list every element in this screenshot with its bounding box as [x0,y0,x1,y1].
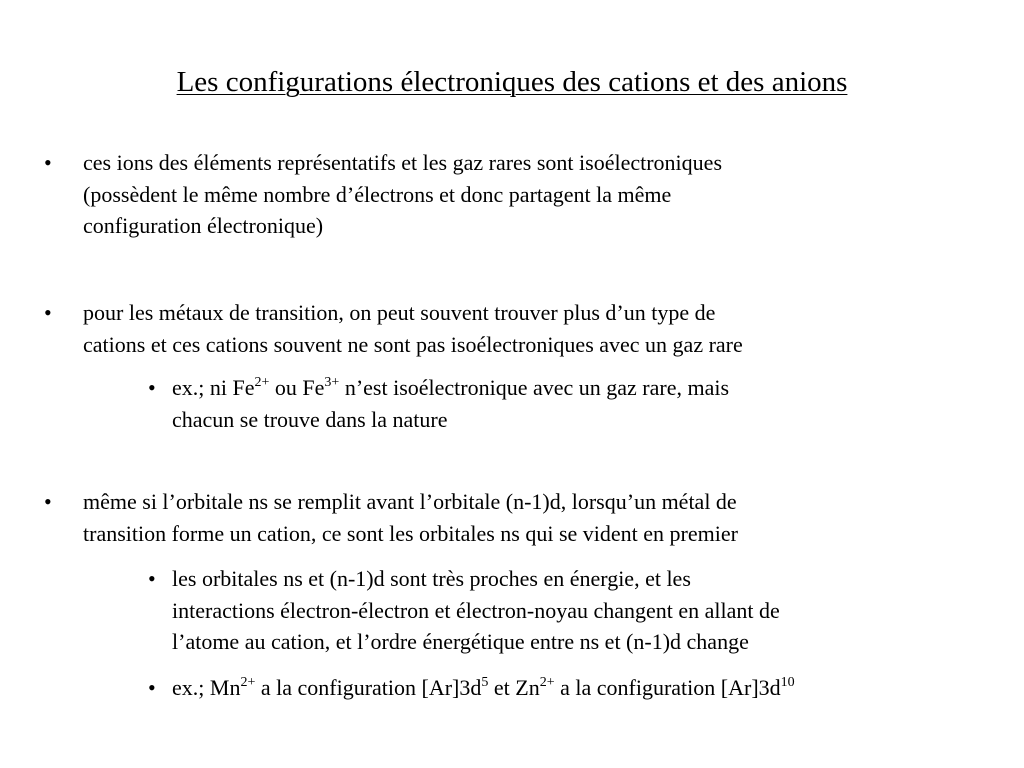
sub-bullet-3-1-line-1: les orbitales ns et (n-1)d sont très proches en énergie, et les [172,566,691,591]
text-segment: ou Fe [269,375,325,400]
superscript: 3+ [324,375,340,390]
sub-bullet-marker-2-1: • [148,375,156,400]
text-segment: ex.; ni Fe [172,375,255,400]
sub-bullet-3-1-line-2: interactions électron-électron et électron-noyau changent en allant de [172,597,780,623]
bullet-1-line-1: ces ions des éléments représentatifs et les gaz rares sont isoélectroniques [83,150,722,175]
bullet-2-line-2: cations et ces cations souvent ne sont pas isoélectroniques avec un gaz rare [83,331,743,357]
sub-bullet-3-1-line-3: l’atome au cation, et l’ordre énergétique entre ns et (n-1)d change [172,629,749,654]
sub-bullet-marker-3-1: • [148,566,156,591]
sub-bullet-item-3-1 [172,563,992,658]
bullet-marker-3: • [44,489,52,514]
sub-bullet-item-3-2 [172,672,992,704]
text-segment: et Zn [488,675,540,700]
bullet-3-line-1: même si l’orbitale ns se remplit avant l’orbitale (n-1)d, lorsqu’un métal de [83,489,737,514]
bullet-item-1 [83,147,983,242]
superscript: 2+ [539,675,555,690]
bullet-3-line-2: transition forme un cation, ce sont les orbitales ns qui se vident en premier [83,520,738,546]
text-segment: n’est isoélectronique avec un gaz rare, mais [339,375,730,400]
sub-bullet-item-2-1 [172,372,992,435]
slide-title-text: Les configurations électroniques des cations et des anions [176,66,848,98]
sub-bullet-2-1-line-1 [172,372,992,404]
text-segment: a la configuration [Ar]3d [255,675,482,700]
bullet-1-line-2: (possèdent le même nombre d’électrons et donc partagent la même [83,181,672,207]
sub-bullet-2-1-line-2: chacun se trouve dans la nature [172,406,448,432]
bullet-item-2 [83,297,983,360]
text-segment: a la configuration [Ar]3d [554,675,781,700]
bullet-marker-1: • [44,150,52,175]
superscript: 2+ [240,675,256,690]
sub-bullet-marker-3-2: • [148,675,156,700]
bullet-marker-2: • [44,300,52,325]
superscript: 2+ [254,375,270,390]
bullet-item-3 [83,486,983,549]
text-segment: ex.; Mn [172,675,241,700]
bullet-1-line-3: configuration électronique) [83,213,324,238]
superscript: 10 [780,675,795,690]
superscript: 5 [481,675,489,690]
bullet-2-line-1: pour les métaux de transition, on peut souvent trouver plus d’un type de [83,300,716,325]
sub-bullet-3-2-line-1 [172,672,992,704]
